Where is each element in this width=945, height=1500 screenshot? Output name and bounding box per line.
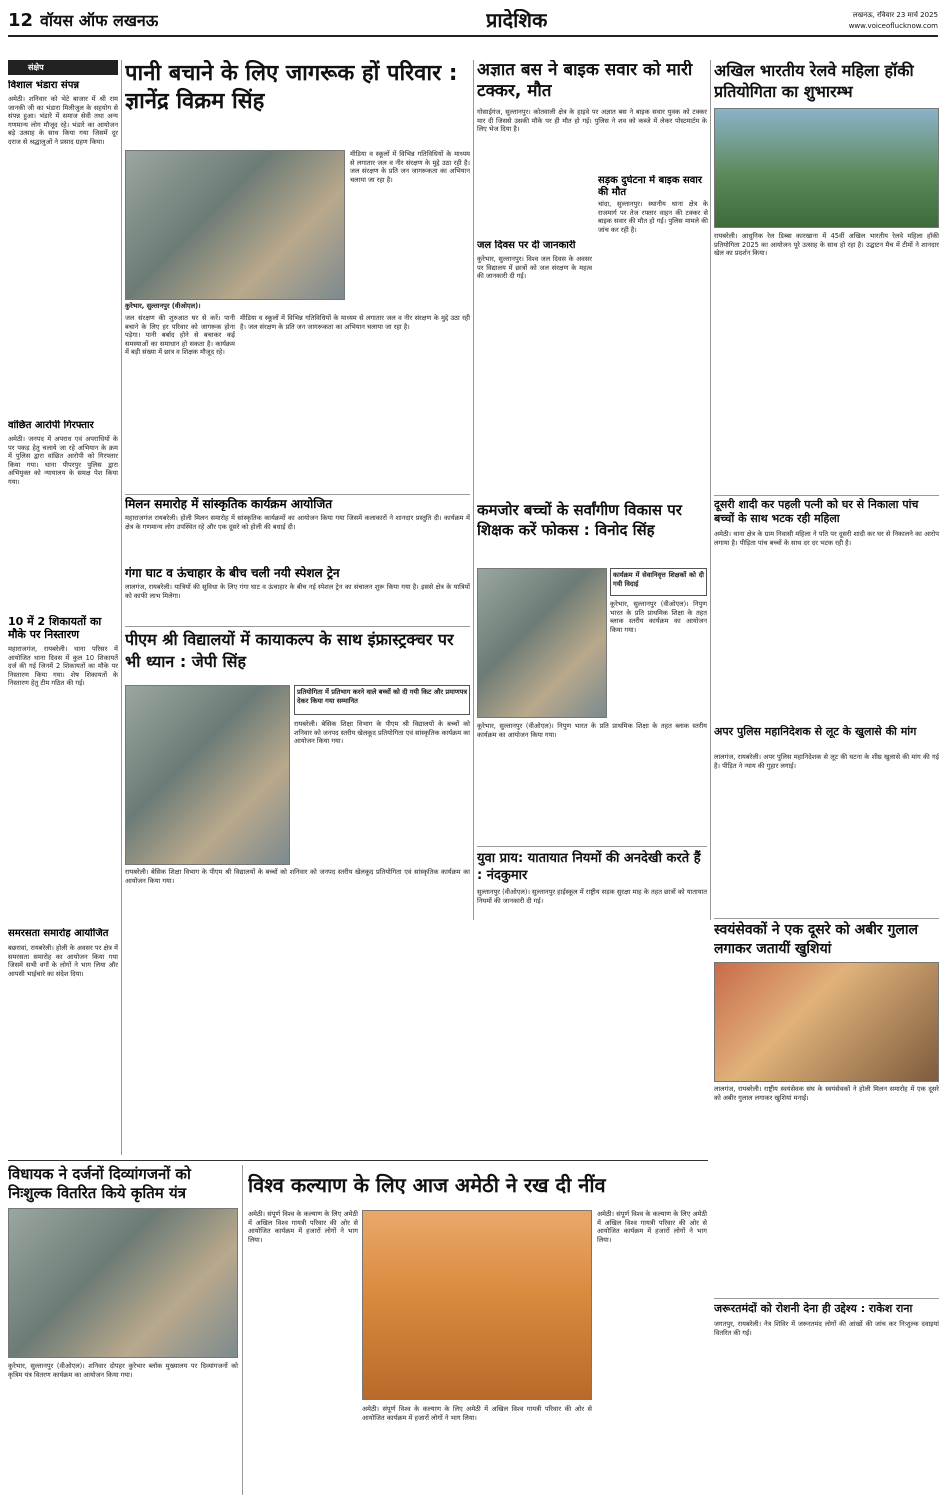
- headline-police: अपर पुलिस महानिदेशक से लूट के खुलासे की मांग: [714, 725, 917, 738]
- page-number: 12: [8, 11, 34, 31]
- subhead: जल दिवस पर दी जानकारी: [477, 240, 576, 251]
- brief-body: अमेठी। शनिवार को भेटे बाजार में श्री राम जानकी जी का भंडारा मिलीजुल के सहयोग से संपन्न हुआ। भंडारे में समाज सेवी तथा अन्य गणमान्य लोग मौजूद रहे। भंडारे का आयोजन बड़े उत्साह के साथ किया गया जिसमें दूर दराज से श्रद्धालुओं ने प्रसाद ग्रहण किया।: [8, 95, 118, 146]
- brief-body: बछरावां, रायबरेली। होली के अवसर पर क्षेत्र में समरसता समारोह का आयोजन किया गया जिसमें सभी वर्गों के लोगों ने भाग लिया और आपसी भाईचारे का संदेश दिया।: [8, 944, 118, 978]
- article-text: कुरेभार, सुल्तानपुर। विश्व जल दिवस के अवसर पर विद्यालय में छात्रों को जल संरक्षण के महत्व की जानकारी दी गई।: [477, 255, 592, 281]
- article-text: गोसाईगंज, सुल्तानपुर। कोतवाली क्षेत्र के हाइवे पर अज्ञात बस ने बाइक सवार युवक को टक्कर मार दी जिससे उसकी मौके पर ही मौत हो गई। पुलिस ने शव को कब्जे में लेकर पोस्टमार्टम के लिए भेज दिया है।: [477, 108, 707, 134]
- date-line: लखनऊ, रविवार 23 मार्च 2025: [852, 11, 938, 19]
- brief-label: संक्षेप: [8, 60, 118, 75]
- event-photo: [125, 685, 290, 865]
- headline-teachers: कमजोर बच्चों के सर्वांगीण विकास पर शिक्षक करें फोकस : विनोद सिंह: [477, 501, 682, 539]
- article-text: सुल्तानपुर (वीओएल)। सुल्तानपुर हाईस्कूल में राष्ट्रीय सड़क सुरक्षा माह के तहत छात्रों को यातायात नियमों की जानकारी दी गई।: [477, 888, 707, 905]
- article-text: लालगंज, रायबरेली। राष्ट्रीय स्वयंसेवक संघ के स्वयंसेवकों ने होली मिलन समारोह में एक दूसरे को अबीर गुलाल लगाकर खुशियां मनाईं।: [714, 1085, 939, 1102]
- article-text: अमेठी। संपूर्ण विश्व के कल्याण के लिए अमेठी में अखिल विश्व गायत्री परिवार की ओर से आयोजित कार्यक्रम में हजारों लोगों ने भाग लिया।: [362, 1405, 592, 1422]
- brief-title: विशाल भंडारा संपन्न: [8, 80, 80, 91]
- info-box-text: प्रतियोगिता में प्रतिभाग करने वाले बच्चों को दी गयी किट और प्रमाणपत्र देकर किया गया सम्मानित: [297, 688, 467, 705]
- article-text: कुरेभार, सुल्तानपुर (वीओएल)। शनिवार दोपहर कुरेभार ब्लॉक मुख्यालय पर दिव्यांगजनों को कृत्रिम यंत्र वितरण कार्यक्रम का आयोजन किया गया।: [8, 1362, 238, 1379]
- article-text: लालगंज, रायबरेली। अपर पुलिस महानिदेशक से लूट की घटना के शीघ्र खुलासे की मांग की गई है। पीड़ित ने न्याय की गुहार लगाई।: [714, 753, 939, 770]
- brief-title: 10 में 2 शिकायतों का मौके पर निस्तारण: [8, 615, 102, 641]
- article-text: रायबरेली। आधुनिक रेल डिब्बा कारखाना में 45वीं अखिल भारतीय रेलवे महिला हॉकी प्रतियोगिता 2025 का आयोजन पूरे उत्साह के साथ हो रहा है। उद्घाटन मैच में टीमों ने शानदार खेल का प्रदर्शन किया।: [714, 232, 939, 258]
- headline-amethi: विश्व कल्याण के लिए आज अमेठी ने रख दी नींव: [248, 1173, 606, 1197]
- info-box-text: कार्यक्रम में सेवानिवृत्त शिक्षकों को दी गयी विदाई: [613, 571, 704, 588]
- article-text: रायबरेली। बेसिक शिक्षा विभाग के पीएम श्री विद्यालयों के बच्चों को शनिवार को जनपद स्तरीय खेलकूद प्रतियोगिता एवं सांस्कृतिक कार्यक्रम का आयोजन किया गया।: [294, 720, 470, 746]
- article-text: मीडिया व स्कूलों में विभिन्न गतिविधियों के माध्यम से लगातार जल व नीर संरक्षण के मुद्दे उठा रही है। जल संरक्षण के प्रति जन जागरूकता का अभियान चलाया जा रहा है।: [350, 150, 470, 184]
- headline-disabled: विधायक ने दर्जनों दिव्यांगजनों को निःशुल्क वितरित किये कृतिम यंत्र: [8, 1165, 191, 1202]
- headline-accident: अज्ञात बस ने बाइक सवार को मारी टक्कर, मौत: [477, 60, 693, 101]
- brief-title: वांछित आरोपी गिरफ्तार: [8, 420, 94, 431]
- event-photo: [8, 1208, 238, 1358]
- article-text: महाराजगंज रायबरेली। होली मिलन समारोह में सांस्कृतिक कार्यक्रमों का आयोजन किया गया जिसमें कलाकारों ने शानदार प्रस्तुति दी। कार्यक्रम में क्षेत्र के गणमान्य लोग उपस्थित रहे और एक दूसरे को होली की बधाई दी।: [125, 514, 470, 531]
- headline-holi: स्वयंसेवकों ने एक दूसरे को अबीर गुलाल लगाकर जतायीं खुशियां: [714, 922, 919, 957]
- article-text: अमेठी। थाना क्षेत्र के ग्राम निवासी महिला ने पति पर दूसरी शादी कर घर से निकालने का आरोप लगाया है। पीड़िता पांच बच्चों के साथ दर दर भटक रही है।: [714, 530, 939, 547]
- headline-traffic: युवा प्राय: यातायात नियमों की अनदेखी करते हैं : नंदकुमार: [477, 851, 701, 883]
- section-title: प्रादेशिक: [486, 9, 548, 31]
- brief-title: समरसता समारोह आयोजित: [8, 928, 109, 939]
- article-text: कूरेभार, सुल्तानपुर (वीओएल)। निपुण भारत के प्रति प्राथमिक शिक्षा के तहत ब्लाक स्तरीय कार्यक्रम का आयोजन किया गया।: [477, 722, 707, 739]
- headline-hockey: अखिल भारतीय रेलवे महिला हॉकी प्रतियोगिता का शुभारम्भ: [714, 61, 914, 101]
- paper-name: वॉयस ऑफ लखनऊ: [40, 12, 159, 30]
- brief-body: अमेठी। जनपद में अपराध एवं अपराधियों के पर पकड़ हेतु चलाये जा रहे अभियान के क्रम में पुलिस द्वारा वांछित आरोपी को गिरफ्तार किया गया। थाना पीपरपुर पुलिस द्वारा अभियुक्त को न्यायालय के समक्ष पेश किया गया।: [8, 435, 118, 486]
- event-photo: [477, 568, 607, 718]
- brief-column: [8, 60, 118, 1155]
- brief-body: महाराजगंज, रायबरेली। थाना परिसर में आयोजित थाना दिवस में कुल 10 शिकायतें दर्ज की गई जिनमें 2 शिकायतों का मौके पर निस्तारण किया गया। शेष शिकायतों के निस्तारण हेतु टीम गठित की गई।: [8, 645, 118, 688]
- event-photo: [714, 108, 939, 228]
- headline-eye-camp: जरूरतमंदों को रोशनी देना ही उद्देश्य : राकेश राना: [714, 1302, 913, 1315]
- article-text: लालगंज, रायबरेली। यात्रियों की सुविधा के लिए गंगा घाट व ऊंचाहार के बीच नई स्पेशल ट्रेन का संचालन शुरू किया गया है। इससे क्षेत्र के यात्रियों को काफी लाभ मिलेगा।: [125, 583, 470, 600]
- article-text: मीडिया व स्कूलों में विभिन्न गतिविधियों के माध्यम से लगातार जल व नीर संरक्षण के मुद्दे उठा रही है। जल संरक्षण के प्रति जन जागरूकता का अभियान चलाया जा रहा है।: [240, 314, 470, 331]
- info-box: [294, 685, 470, 715]
- event-photo: [714, 962, 939, 1082]
- site-url: www.voiceoflucknow.com: [848, 22, 938, 30]
- event-photo: [362, 1210, 592, 1400]
- article-text: रायबरेली। बेसिक शिक्षा विभाग के पीएम श्री विद्यालयों के बच्चों को शनिवार को जनपद स्तरीय खेलकूद प्रतियोगिता एवं सांस्कृतिक कार्यक्रम का आयोजन किया गया।: [125, 868, 470, 885]
- headline-woman: दूसरी शादी कर पहली पत्नी को घर से निकाला पांच बच्चों के साथ भटक रही महिला: [714, 498, 919, 525]
- event-photo: [125, 150, 345, 300]
- subhead: गंगा घाट व ऊंचाहार के बीच चली नयी स्पेशल ट्रेन: [125, 566, 340, 580]
- subhead: सड़क दुर्घटना में बाइक सवार की मौत: [598, 175, 702, 198]
- article-text: जल संरक्षण की शुरुआत घर से करें। पानी बचाने के लिए हर परिवार को जागरूक होना पड़ेगा। पानी बर्बाद होने से बचाकर कई समस्याओं का समाधान हो सकता है। कार्यक्रम में बड़ी संख्या में छात्र व शिक्षक मौजूद रहे।: [125, 314, 235, 357]
- article-text: चांदा, सुल्तानपुर। स्थानीय थाना क्षेत्र के राजमार्ग पर तेज रफ्तार वाहन की टक्कर से बाइक सवार की मौत हो गई। पुलिस मामले की जांच कर रही है।: [598, 200, 708, 234]
- headline-pmshri: पीएम श्री विद्यालयों में कायाकल्प के साथ इंफ्रास्ट्रक्चर पर भी ध्यान : जेपी सिंह: [125, 630, 454, 671]
- subhead: मिलन समारोह में सांस्कृतिक कार्यक्रम आयोजित: [125, 497, 333, 511]
- masthead: [8, 5, 938, 37]
- article-text: कूरेभार, सुल्तानपुर (वीओएल)। निपुण भारत के प्रति प्राथमिक शिक्षा के तहत ब्लाक स्तरीय कार्यक्रम का आयोजन किया गया।: [610, 600, 707, 634]
- article-text: अमेठी। संपूर्ण विश्व के कल्याण के लिए अमेठी में अखिल विश्व गायत्री परिवार की ओर से आयोजित कार्यक्रम में हजारों लोगों ने भाग लिया।: [597, 1210, 707, 1244]
- article-text: जगतपुर, रायबरेली। नेत्र शिविर में जरूरतमंद लोगों की आंखों की जांच कर निःशुल्क दवाइयां वितरित की गईं।: [714, 1320, 939, 1337]
- article-text: अमेठी। संपूर्ण विश्व के कल्याण के लिए अमेठी में अखिल विश्व गायत्री परिवार की ओर से आयोजित कार्यक्रम में हजारों लोगों ने भाग लिया।: [248, 1210, 358, 1244]
- info-box: [610, 568, 707, 596]
- article-text: कुरेभार, सुल्तानपुर (वीओएल)।: [125, 302, 201, 310]
- headline-water: पानी बचाने के लिए जागरूक हों परिवार : ज्ञानेंद्र विक्रम सिंह: [125, 61, 458, 114]
